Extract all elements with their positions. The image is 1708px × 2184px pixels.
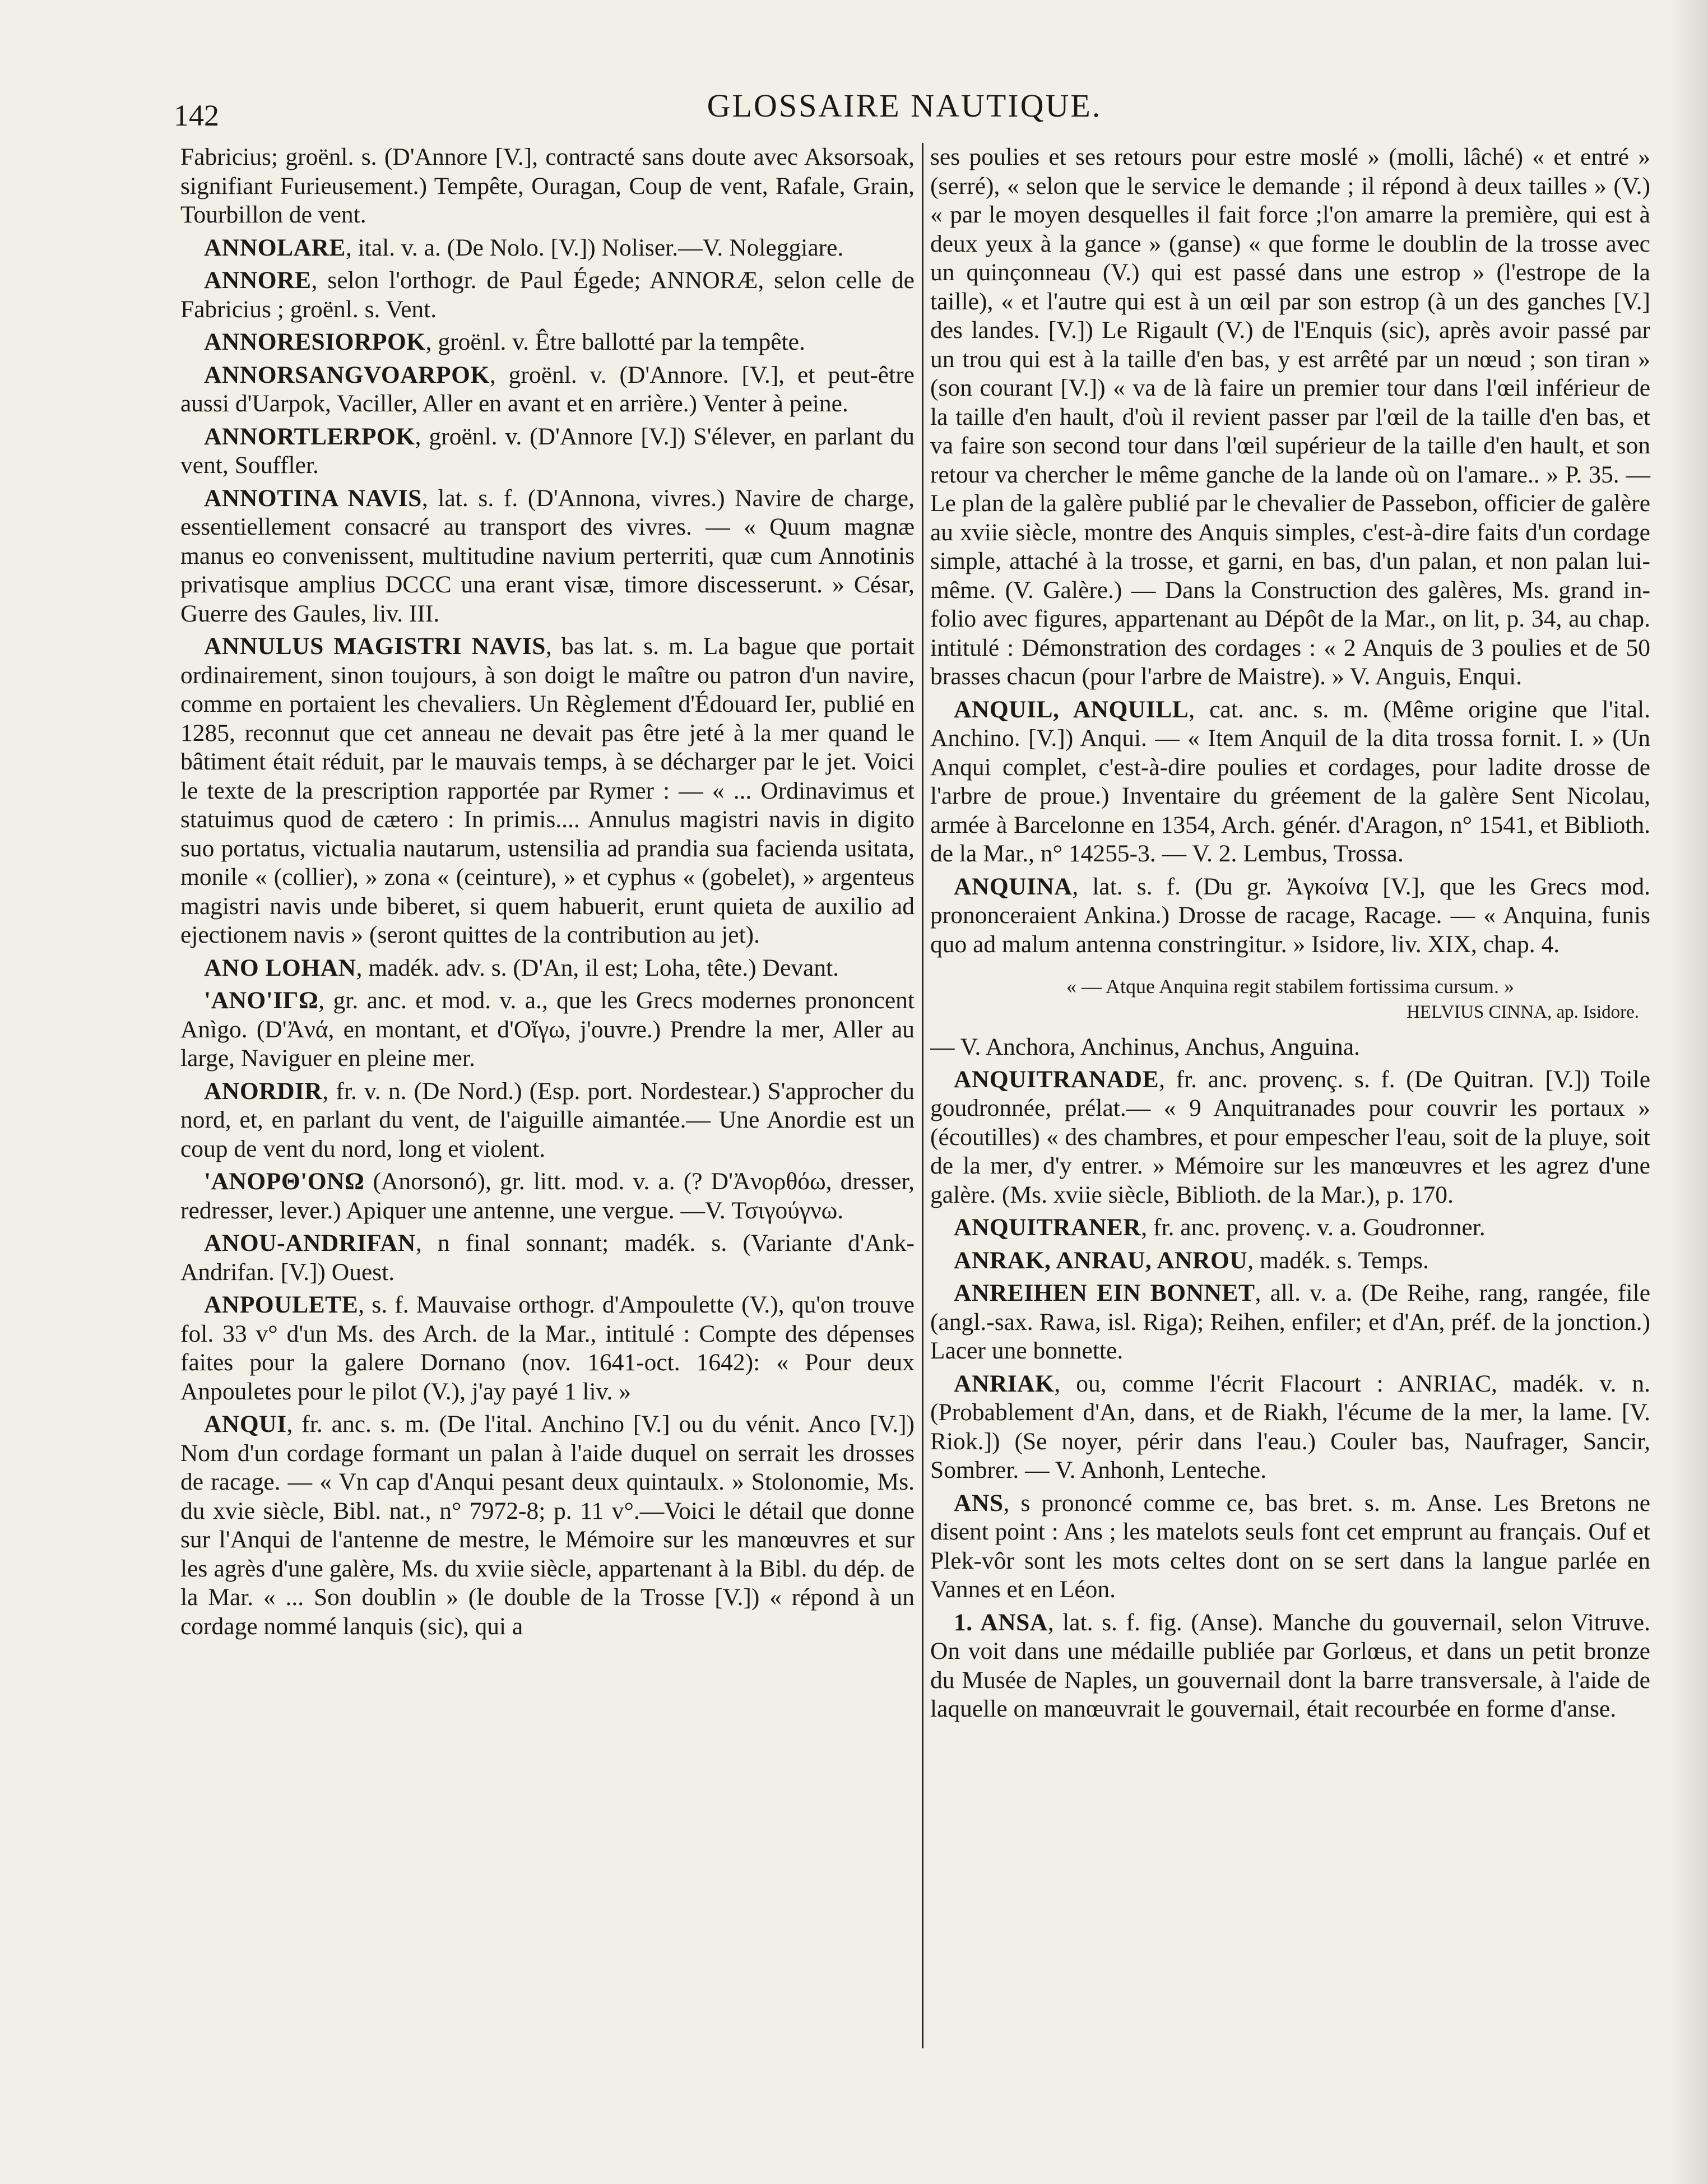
headword: ANQUITRANADE (954, 1065, 1159, 1093)
entry: Fabricius; groënl. s. (D'Annore [V.], contracté sans doute avec Aksorsoak, signifiant Furieusement.) Tempête, Ouragan, Coup de vent, Rafale, Grain, Tourbillon de vent. (180, 143, 915, 228)
entry: ANOU-ANDRIFAN, n final sonnant; madék. s. (Variante d'Ank-Andrifan. [V.]) Ouest. (180, 1230, 915, 1286)
entry: ANNORTLERPOK, groënl. v. (D'Annore [V.]) S'élever, en parlant du vent, Souffler. (180, 423, 915, 479)
headword: 'ΑΝΟ'ΙΓΩ (204, 987, 319, 1014)
headword: ANNOLARE (204, 234, 346, 261)
entry: ANNULUS MAGISTRI NAVIS, bas lat. s. m. La bague que portait ordinairement, sinon toujours, à son doigt le maître ou patron d'un navire, comme en portaient les chevaliers. Un Règlement d'Édouard Ier, publié en 1285, reconnut que cet anneau ne devait pas être jeté à la mer quand le bâtiment était réduit, par le mauvais temps, à se décharger par le jet. Voici le texte de la prescription rapportée par Rymer : — « ... Ordinavimus et statuimus quod de cætero : In primis.... Annulus magistri navis in digito suo portatus, victualia nautarum, ustensilia ad prandia sua facienda usitata, monile « (collier), » zona « (ceinture), » et cyphus « (gobelet), » argenteus magistri navis unde biberet, si quem habuerit, erunt quieta de auxilio ad ejectionem navis » (seront quittes de la contribution au jet). (180, 633, 915, 948)
column-rule (922, 143, 923, 2048)
headword: ANNULUS MAGISTRI NAVIS (204, 633, 546, 660)
headword: ANPOULETE (204, 1291, 359, 1318)
entry: ANRIAK, ou, comme l'écrit Flacourt : ANRIAC, madék. v. n. (Probablement d'An, dans, et de Riakh, l'écume de la mer, la lame. [V. Riok.]) (Se noyer, périr dans l'eau.) Couler bas, Naufrager, Sancir, Sombrer. — V. Anhonh, Lenteche. (930, 1370, 1650, 1483)
entry: 'ΑΝΟΡΘ'ΟΝΩ (Anorsonó), gr. litt. mod. v. a. (? D'Ἀνορθόω, dresser, redresser, lever.) Apiquer une antenne, une vergue. —V. Τσιγούγνω. (180, 1168, 915, 1224)
entry: ANNORSANGVOARPOK, groënl. v. (D'Annore. [V.], et peut-être aussi d'Uarpok, Vaciller, Aller en avant et en arrière.) Venter à peine. (180, 361, 915, 417)
running-head (168, 78, 1641, 132)
quote-line: « — Atque Anquina regit stabilem fortissima cursum. » (1066, 975, 1514, 998)
entry: 'ΑΝΟ'ΙΓΩ, gr. anc. et mod. v. a., que les Grecs modernes prononcent Anìgo. (D'Ἀνά, en montant, et d'Οἴγω, j'ouvre.) Prendre la mer, Aller au large, Naviguer en pleine mer. (180, 987, 915, 1072)
entry: ANQUI, fr. anc. s. m. (De l'ital. Anchino [V.] ou du vénit. Anco [V.]) Nom d'un cordage formant un palan à l'aide duquel on serrait les drosses de racage. — « Vn cap d'Anqui pesant deux quintaulx. » Stolonomie, Ms. du xvie siècle, Bibl. nat., n° 7972-8; p. 11 v°.—Voici le détail que donne sur l'Anqui de l'antenne de mestre, le Mémoire sur les manœuvres et sur les agrès d'une galère, Ms. du xviie siècle, appartenant à la Bibl. du dép. de la Mar. « ... Son doublin » (le double de la Trosse [V.]) « répond à un cordage nommé lanquis (sic), qui a (180, 1411, 915, 1640)
headword: ANRAK, ANRAU, ANROU (954, 1246, 1248, 1274)
page-edge-shadow (1669, 0, 1708, 2184)
headword: ANNORTLERPOK (204, 423, 415, 450)
entry: ANQUIL, ANQUILL, cat. anc. s. m. (Même origine que l'ital. Anchino. [V.]) Anqui. — « Item Anquil de la dita trossa fornit. I. » (Un Anqui complet, c'est-à-dire poulies et cordages, pour ladite drosse de l'arbre de proue.) Inventaire du gréement de la galère Sent Nicolau, armée à Barcelonne en 1354, Arch. génér. d'Aragon, n° 1541, et Biblioth. de la Mar., n° 14255-3. — V. 2. Lembus, Trossa. (930, 695, 1650, 867)
verse-quote (930, 973, 1650, 1025)
headword: ANQUIL, ANQUILL (954, 695, 1189, 723)
entry: ANS, s prononcé comme ce, bas bret. s. m. Anse. Les Bretons ne disent point : Ans ; les matelots seuls font cet emprunt au français. Ouf et Plek-vôr sont les mots celtes dont on se sert dans la langue parlée en Vannes et en Léon. (930, 1489, 1650, 1603)
entry: ANQUINA, lat. s. f. (Du gr. Ἀγκοίνα [V.], que les Grecs mod. prononceraient Ankina.) Drosse de racage, Racage. — « Anquina, funis quo ad malum antenna constringitur. » Isidore, liv. XIX, chap. 4. (930, 873, 1650, 958)
left-column (180, 143, 915, 1645)
headword: ANREIHEN EIN BONNET (954, 1279, 1255, 1306)
entry: ANNORESIORPOK, groënl. v. Être ballotté par la tempête. (204, 328, 805, 355)
entry: ses poulies et ses retours pour estre moslé » (molli, lâché) « et entré » (serré), « selon que le service le demande ; il répond à deux tailles » (V.) « par le moyen desquelles il fait force ;l'on amarre la première, qui est à deux yeux à la gance » (ganse) « que forme le doublin de la trosse avec un quinçonneau (V.) qui est passé dans une estrop » (l'estrope de la taille), « et l'autre qui est à un œil par son estrop (à un des ganches [V.] des landes. [V.]) Le Rigault (V.) de l'Enquis (sic), après avoir passé par un trou qui est à la taille d'en bas, y est arrêté par un nœud ; son tiran » (son courant [V.]) « va de là faire un premier tour dans l'œil inférieur de la taille d'en hault, d'où il revient passer par l'œil de la taille d'en bas, et va faire son second tour dans l'œil supérieur de la taille d'en hault, et son retour va chercher le même ganche de la lande où on l'amare.. » P. 35. — Le plan de la galère publié par le chevalier de Passebon, officier de galère au xviie siècle, montre des Anquis simples, c'est-à-dire faits d'un cordage simple, attaché à la trosse, et garni, en bas, d'un palan, et non palan lui-même. (V. Galère.) — Dans la Construction des galères, Ms. grand in-folio avec figures, appartenant au Dépôt de la Mar., on lit, p. 34, au chap. intitulé : Démonstration des cordages : « 2 Anquis de 3 poulies et de 50 brasses chacun (pour l'arbre de Maistre). » V. Anguis, Enqui. (930, 143, 1650, 690)
entry: ANREIHEN EIN BONNET, all. v. a. (De Reihe, rang, rangée, file (angl.-sax. Rawa, isl. Riga); Reihen, enfiler; et d'An, préf. de la jonction.) Lacer une bonnette. (930, 1279, 1650, 1364)
headword: 'ΑΝΟΡΘ'ΟΝΩ (204, 1168, 365, 1195)
headword: ANOU-ANDRIFAN (204, 1230, 416, 1256)
entry: ANORDIR, fr. v. n. (De Nord.) (Esp. port. Nordestear.) S'approcher du nord, et, en parlant du vent, de l'aiguille aimantée.— Une Anordie est un coup de vent du nord, long et violent. (180, 1077, 915, 1162)
headword: ANNORESIORPOK (204, 328, 426, 355)
headword: ANORDIR (204, 1077, 323, 1105)
headword: ANRIAK (954, 1370, 1055, 1397)
quote-author: HELVIUS CINNA, ap. Isidore. (1407, 1002, 1639, 1022)
headword: ANS (954, 1489, 1004, 1517)
entry: ANQUITRANADE, fr. anc. provenç. s. f. (De Quitran. [V.]) Toile goudronnée, prélat.— « 9 Anquitranades pour couvrir les portaux » (écoutilles) « des chambres, et pour empescher l'eau, soit de la pluye, soit de la mer, d'y entrer. » Mémoire sur les manœuvres et les agrez d'une galère. (Ms. xviie siècle, Biblioth. de la Mar.), p. 170. (930, 1065, 1650, 1208)
headword: ANQUINA (954, 873, 1073, 900)
headword: 1. ANSA (954, 1608, 1048, 1636)
cross-reference: — V. Anchora, Anchinus, Anchus, Anguina. (930, 1033, 1360, 1060)
entry: ANQUITRANER, fr. anc. provenç. v. a. Goudronner. (954, 1214, 1486, 1241)
entry: ANNOTINA NAVIS, lat. s. f. (D'Annona, vivres.) Navire de charge, essentiellement consacré au transport des vivres. — « Quum magnæ manus eo convenissent, multitudine navium perterriti, quæ cum Annotinis privatisque amplius DCCC una erant visæ, timore discesserunt. » César, Guerre des Gaules, liv. III. (180, 484, 915, 627)
right-column (930, 143, 1650, 1728)
entry: ANO LOHAN, madék. adv. s. (D'An, il est; Loha, tête.) Devant. (204, 954, 839, 981)
headword: ANNORE (204, 267, 312, 294)
headword: ANO LOHAN (204, 954, 356, 981)
entry: 1. ANSA, lat. s. f. fig. (Anse). Manche du gouvernail, selon Vitruve. On voit dans une médaille publiée par Gorlœus, et dans un petit bronze du Musée de Naples, un gouvernail dont la barre transversale, à l'aide de laquelle on manœuvrait le gouvernail, était recourbée en forme d'anse. (930, 1608, 1650, 1722)
headword: ANQUITRANER (954, 1214, 1141, 1241)
headword: ANQUI (204, 1411, 287, 1438)
headword: ANNORSANGVOARPOK (204, 361, 490, 388)
entry: ANRAK, ANRAU, ANROU, madék. s. Temps. (954, 1246, 1429, 1274)
entry: ANNOLARE, ital. v. a. (De Nolo. [V.]) Noliser.—V. Noleggiare. (204, 234, 844, 261)
entry: ANNORE, selon l'orthogr. de Paul Égede; ANNORÆ, selon celle de Fabricius ; groënl. s. Vent. (180, 267, 915, 323)
page-number: 142 (174, 99, 219, 132)
page-title: GLOSSAIRE NAUTIQUE. (707, 87, 1102, 124)
entry: ANPOULETE, s. f. Mauvaise orthogr. d'Ampoulette (V.), qu'on trouve fol. 33 v° d'un Ms. des Arch. de la Mar., intitulé : Compte des dépenses faites pour la galere Dornano (nov. 1641-oct. 1642): « Pour deux Anpouletes pour le pilot (V.), j'ay payé 1 liv. » (180, 1291, 915, 1405)
headword: ANNOTINA NAVIS (204, 484, 422, 512)
